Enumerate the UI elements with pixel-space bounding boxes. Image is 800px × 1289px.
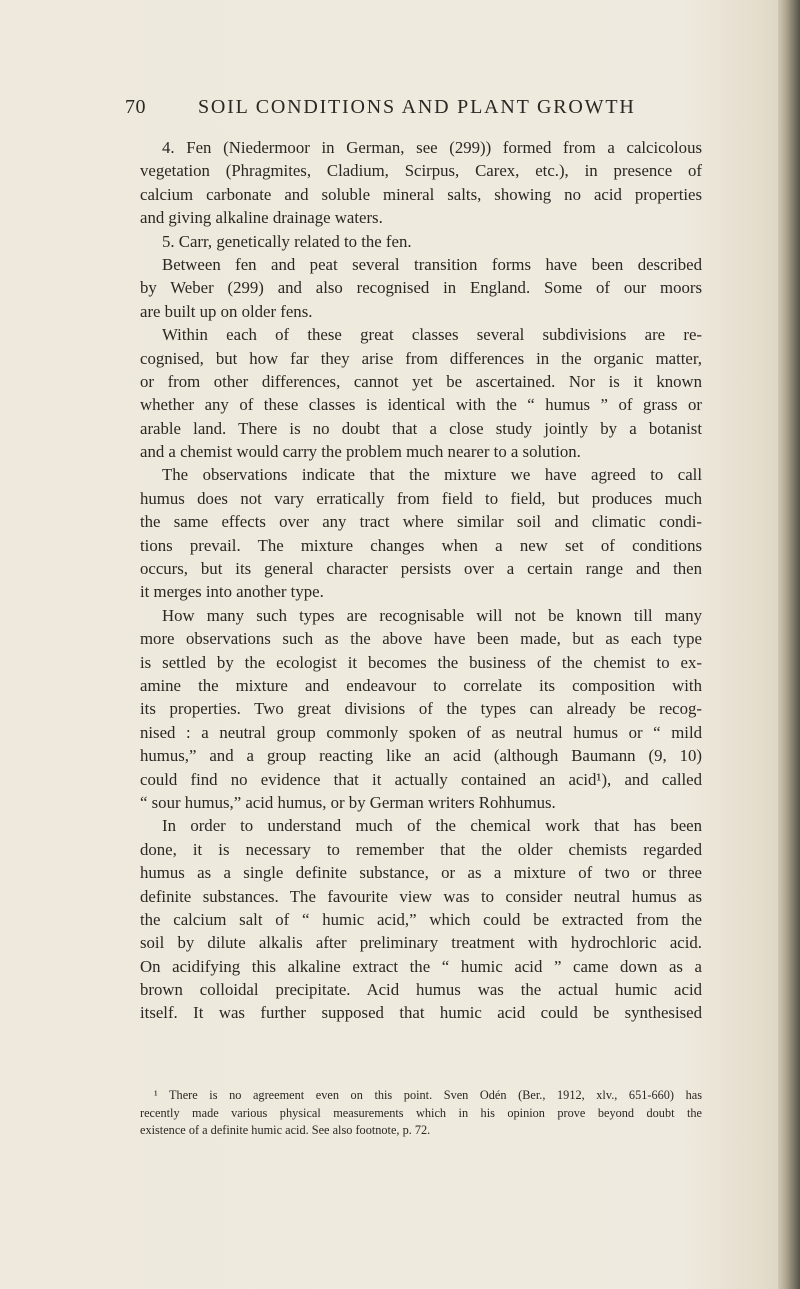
body-line: and giving alkaline drainage waters. <box>140 208 383 228</box>
body-line: cognised, but how far they arise from differences in the organic matter, <box>140 348 702 368</box>
body-line: the same effects over any tract where similar soil and climatic condi- <box>140 512 702 532</box>
body-line: 4. Fen (Niedermoor in German, see (299)) formed from a calcicolous <box>162 138 702 157</box>
body-line: On acidifying this alkaline extract the “ humic acid ” came down as a <box>140 956 702 976</box>
body-line: humus,” and a group reacting like an acid (although Baumann (9, 10) <box>140 746 702 766</box>
body-line: humus as a single definite substance, or as a mixture of two or three <box>140 863 702 883</box>
body-line: arable land. There is no doubt that a close study jointly by a botanist <box>140 418 702 438</box>
body-line: nised : a neutral group commonly spoken of as neutral humus or “ mild <box>140 722 702 742</box>
body-line: could find no evidence that it actually contained an acid¹), and called <box>140 769 702 789</box>
body-line: Between fen and peat several transition forms have been described <box>162 254 702 274</box>
body-line: soil by dilute alkalis after preliminary treatment with hydrochloric acid. <box>140 933 702 953</box>
body-line: whether any of these classes is identical with the “ humus ” of grass or <box>140 395 702 415</box>
body-text <box>140 136 702 1025</box>
body-line: amine the mixture and endeavour to correlate its composition with <box>140 675 702 695</box>
body-line: vegetation (Phragmites, Cladium, Scirpus, Carex, etc.), in presence of <box>140 161 702 181</box>
body-line: calcium carbonate and soluble mineral salts, showing no acid properties <box>140 184 702 204</box>
page-number: 70 <box>125 96 146 118</box>
body-line: occurs, but its general character persists over a certain range and then <box>140 559 702 579</box>
body-line: In order to understand much of the chemical work that has been <box>162 816 702 836</box>
body-line: are built up on older fens. <box>140 301 313 321</box>
body-line: and a chemist would carry the problem much nearer to a solution. <box>140 442 581 462</box>
body-line: more observations such as the above have been made, but as each type <box>140 629 702 649</box>
footnotes <box>140 1087 702 1140</box>
body-line: the calcium salt of “ humic acid,” which could be extracted from the <box>140 909 702 929</box>
body-line: How many such types are recognisable will not be known till many <box>162 605 702 625</box>
body-line: is settled by the ecologist it becomes the business of the chemist to ex- <box>140 652 702 672</box>
page-edge-shadow <box>778 0 800 1289</box>
body-line: “ sour humus,” acid humus, or by German writers Rohhumus. <box>140 792 556 812</box>
body-line: brown colloidal precipitate. Acid humus was the actual humic acid <box>140 980 702 1000</box>
body-line: tions prevail. The mixture changes when a new set of conditions <box>140 535 702 555</box>
running-title: SOIL CONDITIONS AND PLANT GROWTH <box>198 96 636 118</box>
body-line: humus does not vary erratically from field to field, but produces much <box>140 488 702 508</box>
body-line: definite substances. The favourite view was to consider neutral humus as <box>140 886 702 906</box>
body-line: Within each of these great classes several subdivisions are re- <box>162 325 702 345</box>
body-line: done, it is necessary to remember that the older chemists regarded <box>140 839 702 859</box>
body-line: by Weber (299) and also recognised in England. Some of our moors <box>140 278 702 298</box>
body-line: it merges into another type. <box>140 582 324 602</box>
footnote-line: existence of a definite humic acid. See also footnote, p. 72. <box>140 1123 431 1137</box>
page-header <box>125 96 715 126</box>
footnote-line: recently made various physical measurements which in his opinion prove beyond doubt the <box>140 1105 702 1120</box>
body-line: its properties. Two great divisions of the types can already be recog- <box>140 699 702 719</box>
body-line: The observations indicate that the mixture we have agreed to call <box>162 465 702 485</box>
body-line: or from other differences, cannot yet be ascertained. Nor is it known <box>140 371 702 391</box>
footnote-line: ¹ There is no agreement even on this point. Sven Odén (Ber., 1912, xlv., 651-660) has <box>154 1088 702 1102</box>
body-line: 5. Carr, genetically related to the fen. <box>162 231 412 251</box>
body-line: itself. It was further supposed that humic acid could be synthesised <box>140 1003 702 1023</box>
